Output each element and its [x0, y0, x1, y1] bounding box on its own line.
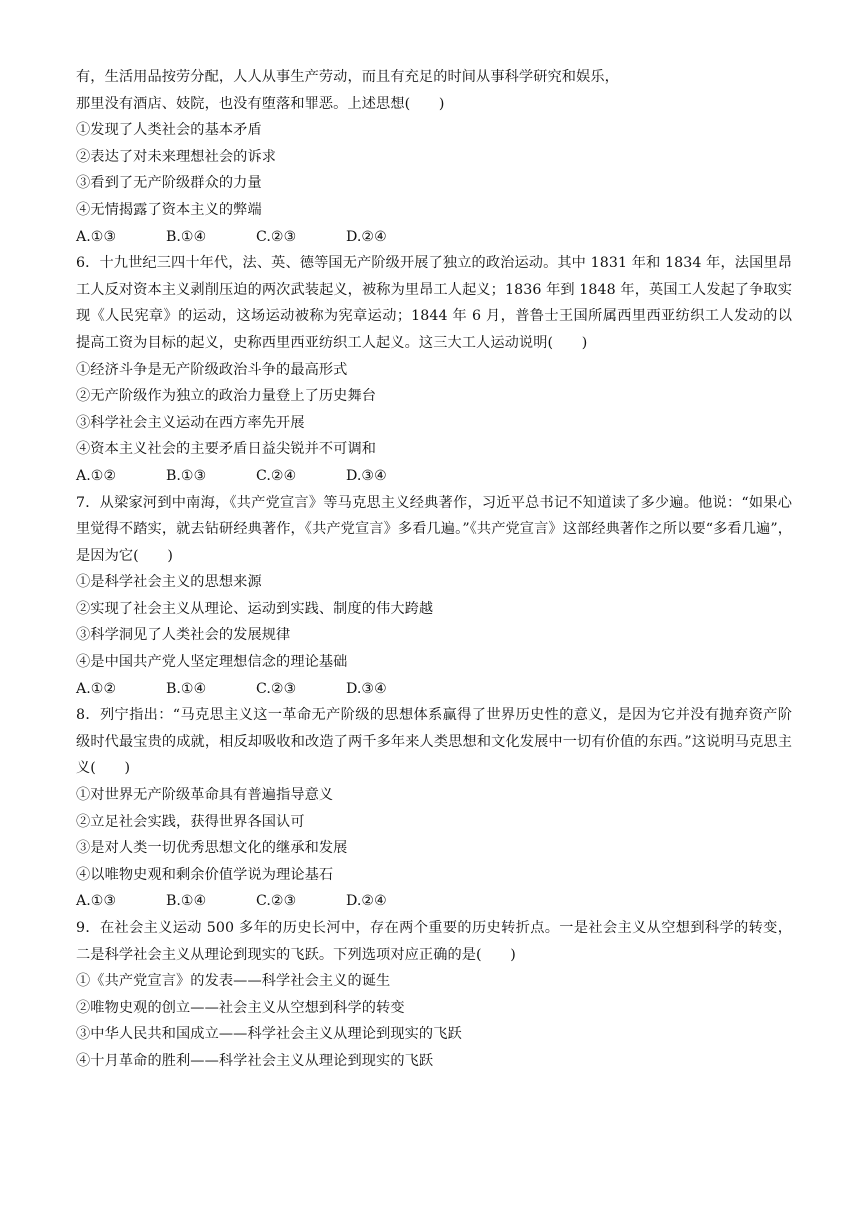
question-stem: 6．十九世纪三四十年代，法、英、德等国无产阶级开展了独立的政治运动。其中 1831 年和 1834 年，法国里昂工人反对资本主义剥削压迫的两次武装起义，被称为里昂工人起义；1836 年到 1848 年，英国工人发起了争取实现《人民宪章》的运动，这场运动被称为宪章运动；1844 年 6 月，普鲁士王国所属西里西亚纺织工人发动的以提高工资为目标的起义，史称西里西亚纺织工人起义。这三大工人运动说明( )	[76, 255, 792, 351]
question-stem: 9．在社会主义运动 500 多年的历史长河中，存在两个重要的历史转折点。一是社会主义从空想到科学的转变，二是科学社会主义从理论到现实的飞跃。下列选项对应正确的是( )	[76, 920, 792, 963]
statement-2: ②立足社会实践，获得世界各国认可	[76, 813, 305, 830]
answer-options	[76, 463, 792, 490]
statement-2: ②实现了社会主义从理论、运动到实践、制度的伟大跨越	[76, 600, 434, 617]
question-9	[76, 915, 792, 1075]
option-d: D.③④	[346, 467, 387, 484]
question-stem: 7．从梁家河到中南海，《共产党宣言》等马克思主义经典著作，习近平总书记不知道读了多少遍。他说：“如果心里觉得不踏实，就去钻研经典著作，《共产党宣言》多看几遍。”《共产党宣言》这部经典著作之所以要“多看几遍”，是因为它( )	[76, 494, 792, 564]
answer-options	[76, 888, 792, 915]
option-d: D.③④	[346, 680, 387, 697]
statement-4: ④资本主义社会的主要矛盾日益尖锐并不可调和	[76, 441, 377, 458]
question-6	[76, 250, 792, 489]
answer-options	[76, 224, 792, 251]
option-b: B.①④	[166, 680, 207, 697]
statement-4: ④是中国共产党人坚定理想信念的理论基础	[76, 654, 348, 671]
statement-3: ③科学洞见了人类社会的发展规律	[76, 627, 291, 644]
question-stem-line: 那里没有酒店、妓院，也没有堕落和罪恶。上述思想( )	[76, 95, 445, 112]
question-stem: 8．列宁指出：“马克思主义这一革命无产阶级的思想体系赢得了世界历史性的意义，是因为它并没有抛弃资产阶级时代最宝贵的成就，相反却吸收和改造了两千多年来人类思想和文化发展中一切有价值的东西。”这说明马克思主义( )	[76, 707, 792, 777]
statement-1: ①是科学社会主义的思想来源	[76, 574, 262, 591]
option-d: D.②④	[346, 893, 387, 910]
statement-2: ②唯物史观的创立——社会主义从空想到科学的转变	[76, 999, 405, 1016]
statement-1: ①经济斗争是无产阶级政治斗争的最高形式	[76, 361, 348, 378]
statement-4: ④以唯物史观和剩余价值学说为理论基石	[76, 866, 334, 883]
question-stem-line: 有，生活用品按劳分配，人人从事生产劳动，而且有充足的时间从事科学研究和娱乐，	[76, 69, 619, 85]
option-a: A.①③	[76, 228, 117, 245]
option-d: D.②④	[346, 228, 387, 245]
statement-3: ③看到了无产阶级群众的力量	[76, 175, 262, 192]
answer-options	[76, 676, 792, 703]
statement-3: ③科学社会主义运动在西方率先开展	[76, 414, 305, 431]
option-c: C.②③	[256, 228, 297, 245]
option-c: C.②③	[256, 680, 297, 697]
option-c: C.②③	[256, 893, 297, 910]
statement-4: ④无情揭露了资本主义的弊端	[76, 201, 262, 218]
option-c: C.②④	[256, 467, 297, 484]
statement-3: ③中华人民共和国成立——科学社会主义从理论到现实的飞跃	[76, 1026, 462, 1043]
option-b: B.①④	[166, 893, 207, 910]
statement-2: ②表达了对未来理想社会的诉求	[76, 148, 277, 165]
question-7	[76, 490, 792, 703]
statement-1: ①对世界无产阶级革命具有普遍指导意义	[76, 787, 334, 804]
statement-4: ④十月革命的胜利——科学社会主义从理论到现实的飞跃	[76, 1052, 434, 1069]
option-a: A.①②	[76, 467, 117, 484]
statement-1: ①《共产党宣言》的发表——科学社会主义的诞生	[76, 973, 391, 990]
option-a: A.①③	[76, 893, 117, 910]
option-b: B.①④	[166, 228, 207, 245]
statement-3: ③是对人类一切优秀思想文化的继承和发展	[76, 840, 348, 857]
option-a: A.①②	[76, 680, 117, 697]
option-b: B.①③	[166, 467, 207, 484]
question-5-continuation	[76, 64, 792, 250]
page-content	[76, 64, 792, 1075]
statement-2: ②无产阶级作为独立的政治力量登上了历史舞台	[76, 388, 377, 405]
question-8	[76, 702, 792, 915]
statement-1: ①发现了人类社会的基本矛盾	[76, 122, 262, 139]
